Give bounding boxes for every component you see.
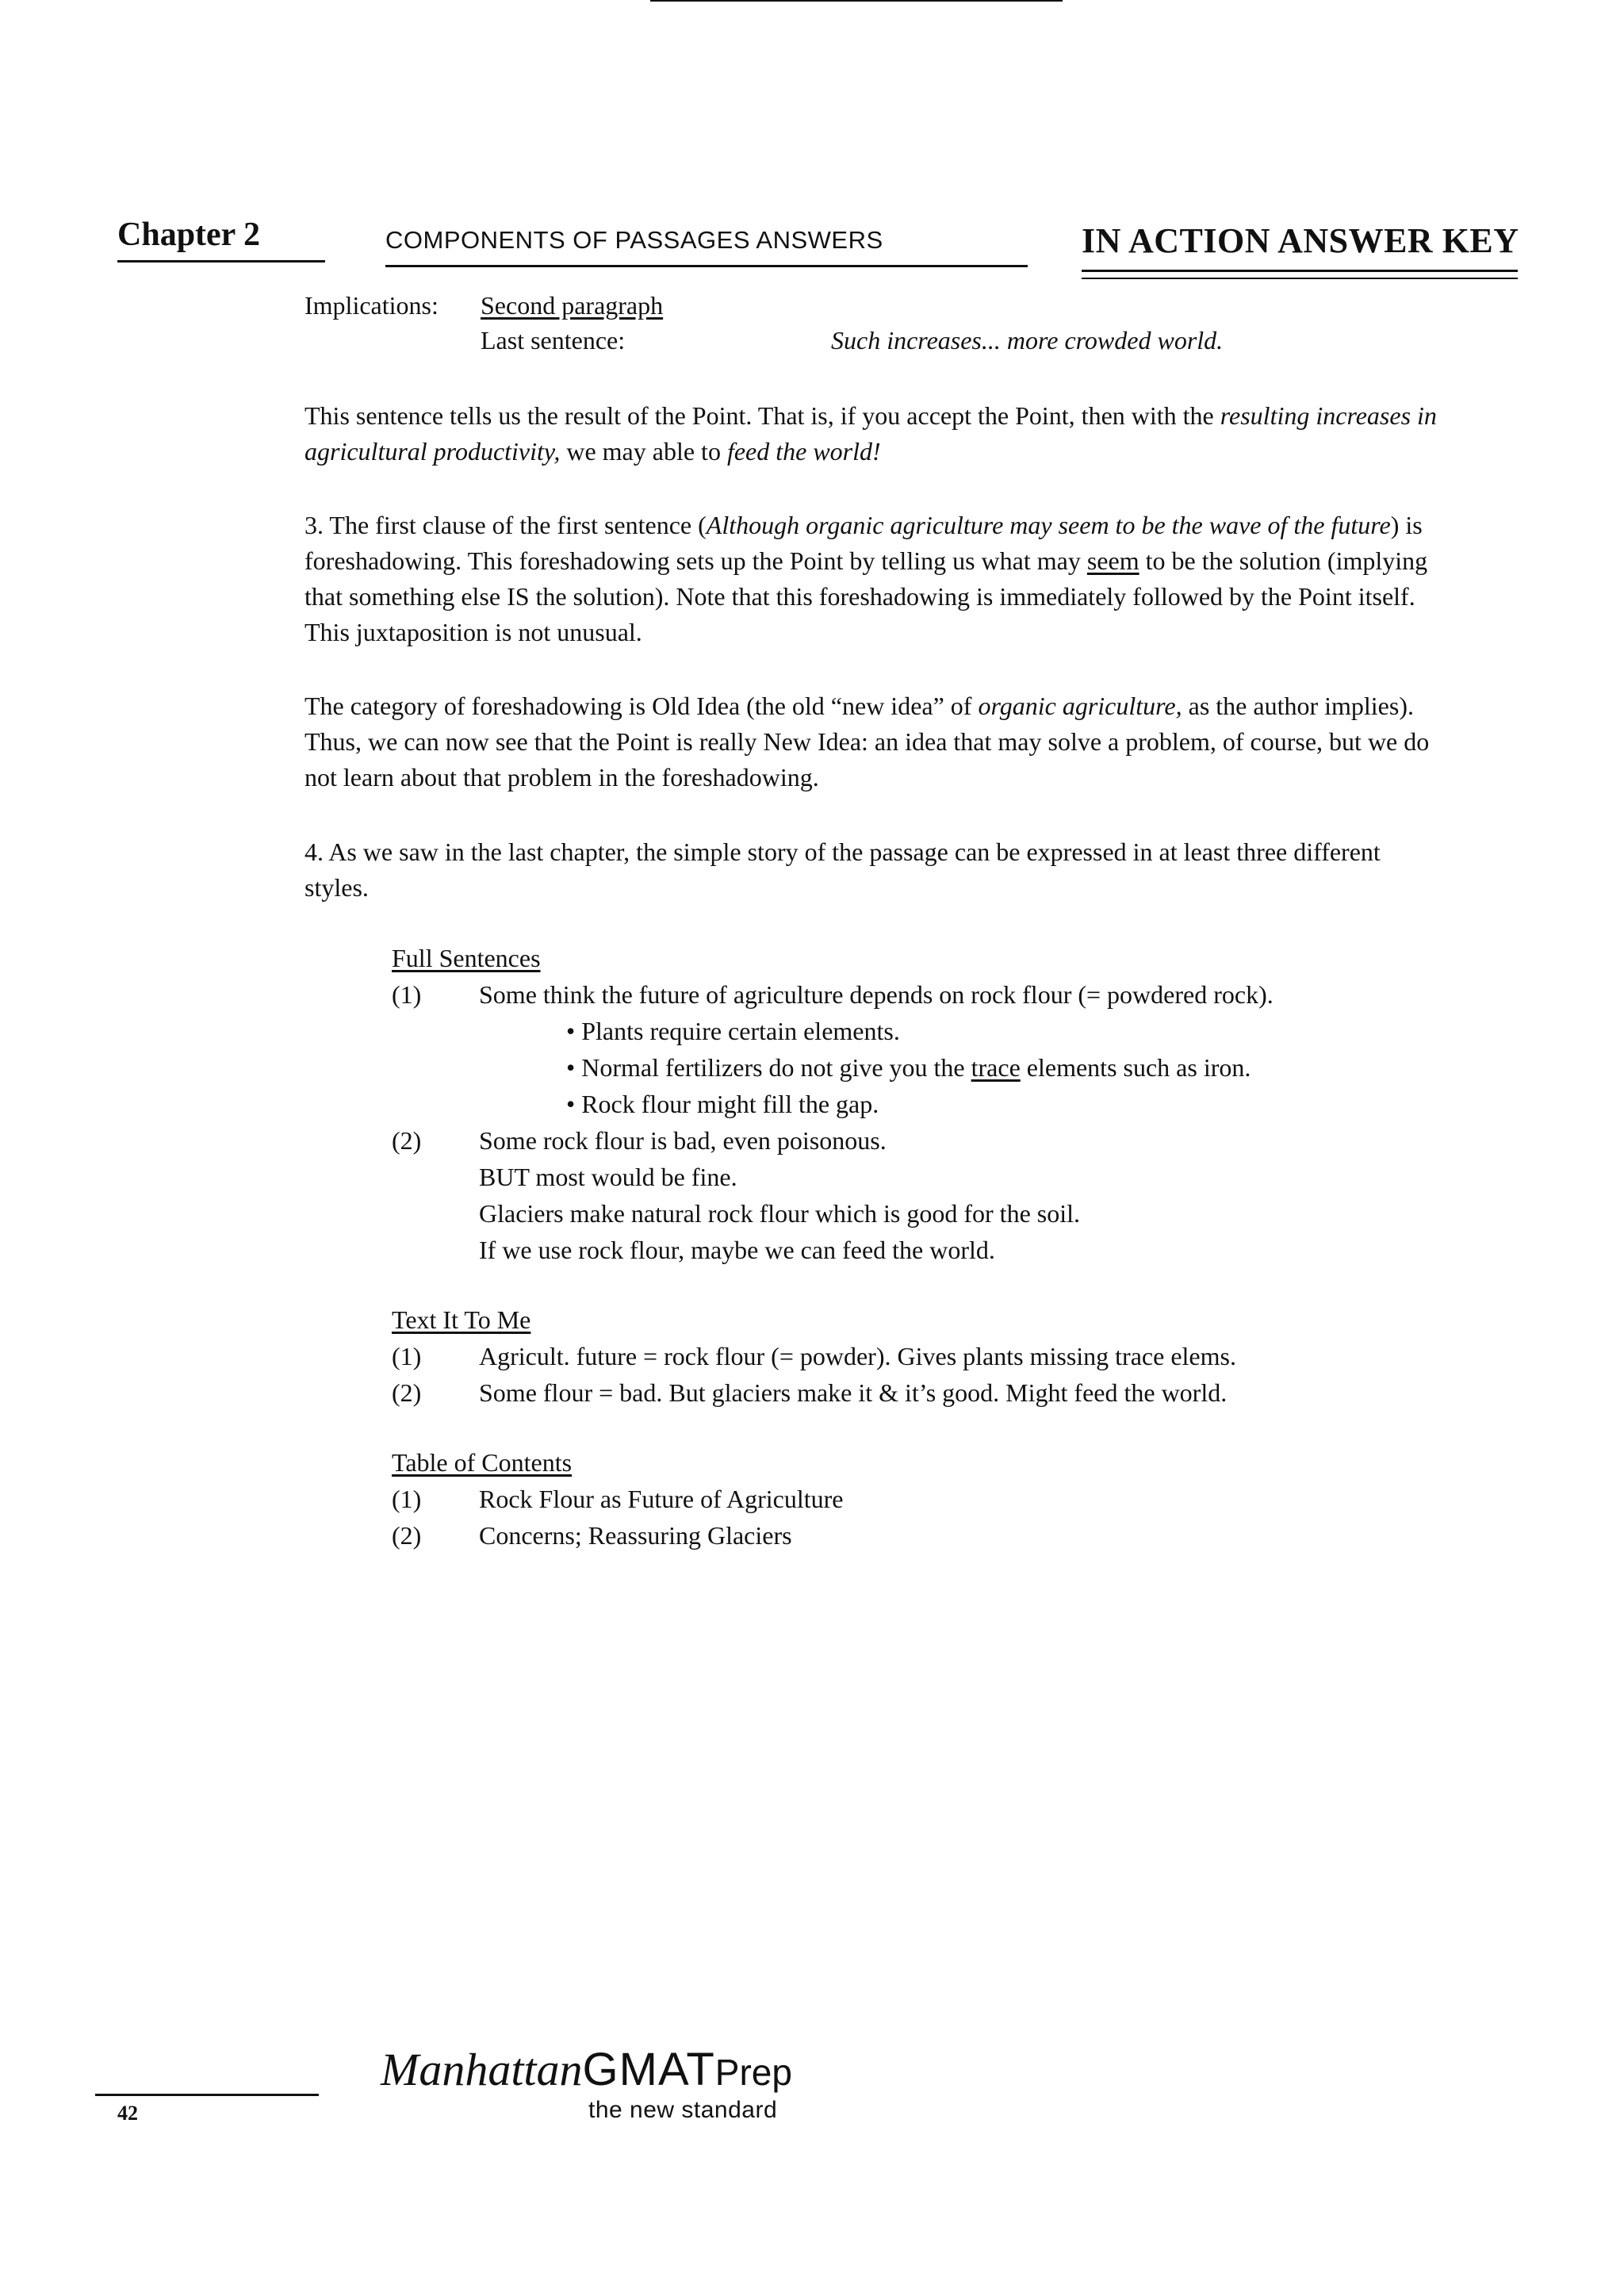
full-sentences-bullet-2 [566, 1050, 1251, 1086]
toc-number-1: (1) [392, 1485, 422, 1513]
paragraph-category-text-2: as the author implies). Thus, we can now see that the Point is really New Idea: an idea that may solve a problem, of course, but we do not learn about that problem in the foreshadowing. [304, 692, 1430, 791]
paragraph-foreshadowing-text-1: 3. The first clause of the first sentence ( [304, 511, 707, 539]
text-it-line-2: Some flour = bad. But glaciers make it & it’s good. Might feed the world. [479, 1378, 1228, 1407]
section-title: COMPONENTS OF PASSAGES ANSWERS [385, 226, 883, 254]
implications-label: Implications: [304, 291, 439, 320]
full-sentences-line-2c: Glaciers make natural rock flour which is good for the soil. [479, 1199, 1080, 1228]
paragraph-result [304, 398, 1446, 469]
paragraph-result-italic-2: feed the world! [726, 437, 881, 466]
page-number: 42 [117, 2102, 138, 2125]
implications-paragraph: Second paragraph [481, 291, 664, 320]
answer-key-title: IN ACTION ANSWER KEY [1082, 221, 1519, 260]
footer-rule [95, 2094, 319, 2096]
text-it-heading: Text It To Me [392, 1305, 531, 1334]
paragraph-foreshadowing [304, 508, 1446, 650]
full-sentences-line-1: Some think the future of agriculture depends on rock flour (= powdered rock). [479, 980, 1274, 1009]
logo-manhattan: Manhattan [381, 2044, 583, 2095]
full-sentences-bullet-1: • Plants require certain elements. [566, 1014, 900, 1049]
toc-line-2: Concerns; Reassuring Glaciers [479, 1521, 792, 1550]
paragraph-foreshadowing-italic-1: Although organic agriculture may seem to be the wave of the future [706, 511, 1391, 539]
toc-heading: Table of Contents [392, 1448, 573, 1477]
logo-tagline: the new standard [588, 2097, 778, 2123]
full-sentences-bullet-2-underline: trace [971, 1053, 1021, 1082]
chapter-underline [117, 260, 325, 263]
paragraph-result-text-2: we may able to [560, 437, 727, 466]
paragraph-foreshadowing-underline: seem [1086, 546, 1139, 575]
answer-key-rule-1 [1082, 270, 1518, 272]
full-sentences-bullet-3: • Rock flour might fill the gap. [566, 1087, 879, 1122]
logo-prep: Prep [714, 2052, 792, 2093]
top-edge-rule [650, 0, 1063, 2]
answer-key-rule-2 [1082, 278, 1518, 279]
implications-sentence-label: Last sentence: [481, 326, 626, 355]
toc-line-1: Rock Flour as Future of Agriculture [479, 1485, 844, 1513]
text-it-number-1: (1) [392, 1342, 422, 1370]
text-it-number-2: (2) [392, 1378, 422, 1407]
paragraph-result-text-1: This sentence tells us the result of the Point. That is, if you accept the Point, then with the [304, 401, 1220, 430]
paragraph-foreshadowing-text-3: to be the solution (implying that something else IS the solution). Note that this foreshadowing is immediately followed by the Point itself. This juxtaposition is not unusual. [304, 546, 1428, 646]
full-sentences-line-2b: BUT most would be fine. [479, 1163, 737, 1191]
full-sentences-number-2: (2) [392, 1126, 422, 1155]
chapter-label: Chapter 2 [117, 217, 261, 253]
full-sentences-bullet-2-pre: Normal fertilizers do not give you the [581, 1053, 971, 1082]
logo-gmat: GMAT [582, 2044, 715, 2095]
implications-sentence-quote: Such increases... more crowded world. [831, 326, 1224, 355]
paragraph-styles: 4. As we saw in the last chapter, the simple story of the passage can be expressed in at least three different styles. [304, 837, 1381, 902]
paragraph-foreshadowing-text-2: ) is foreshadowing. This foreshadowing sets up the Point by telling us what may [304, 511, 1423, 575]
full-sentences-line-2a: Some rock flour is bad, even poisonous. [479, 1126, 887, 1155]
paragraph-result-italic-1: resulting increases in agricultural productivity, [304, 401, 1437, 466]
full-sentences-bullet-2-post: elements such as iron. [1020, 1053, 1251, 1082]
full-sentences-heading: Full Sentences [392, 944, 541, 972]
manhattan-gmat-logo [381, 2043, 792, 2096]
full-sentences-number-1: (1) [392, 980, 422, 1009]
paragraph-category-italic-1: organic agriculture, [978, 692, 1182, 720]
paragraph-category [304, 688, 1446, 795]
text-it-line-1: Agricult. future = rock flour (= powder). Gives plants missing trace elems. [479, 1342, 1236, 1370]
full-sentences-line-2d: If we use rock flour, maybe we can feed the world. [479, 1236, 995, 1264]
toc-number-2: (2) [392, 1521, 422, 1550]
paragraph-category-text-1: The category of foreshadowing is Old Idea (the old “new idea” of [304, 692, 979, 720]
section-underline [385, 265, 1028, 267]
